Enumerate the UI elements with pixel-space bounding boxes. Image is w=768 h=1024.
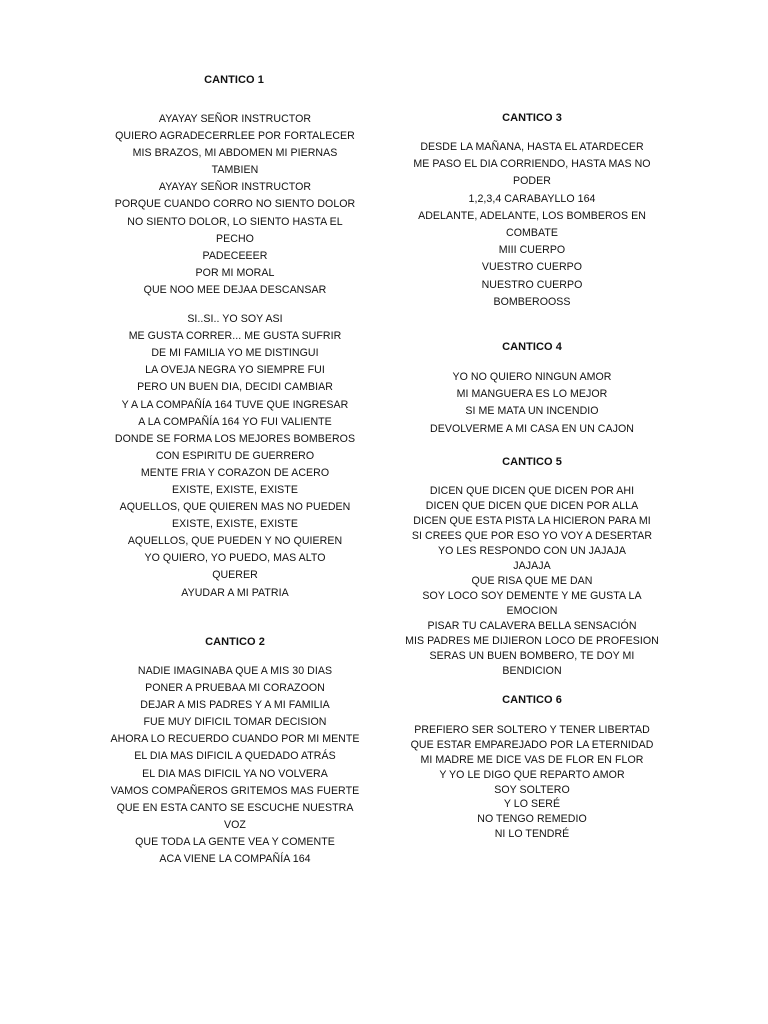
lyric-line: VOZ: [224, 818, 246, 831]
lyric-line: PONER A PRUEBAA MI CORAZOON: [145, 682, 325, 695]
lyric-line: YO QUIERO, YO PUEDO, MAS ALTO: [144, 552, 326, 565]
lyric-line: MI MADRE ME DICE VAS DE FLOR EN FLOR: [420, 753, 644, 766]
cantico-3-stanza: [382, 139, 682, 311]
lyric-line: NI LO TENDRÉ: [494, 828, 570, 841]
lyric-line: SI CREES QUE POR ESO YO VOY A DESERTAR: [411, 530, 653, 542]
lyric-line: QUE EN ESTA CANTO SE ESCUCHE NUESTRA: [116, 801, 354, 814]
lyric-line: AQUELLOS, QUE PUEDEN Y NO QUIEREN: [127, 535, 343, 548]
lyric-line: EMOCION: [506, 605, 558, 617]
lyric-line: DE MI FAMILIA YO ME DISTINGUI: [151, 347, 319, 360]
lyric-line: AQUELLOS, QUE QUIEREN MAS NO PUEDEN: [119, 501, 351, 514]
cantico-4-title: CANTICO 4: [502, 341, 562, 353]
cantico-1-stanza-1: [85, 111, 385, 299]
lyric-line: ADELANTE, ADELANTE, LOS BOMBEROS EN: [418, 209, 646, 222]
lyric-line: QUE ESTAR EMPAREJADO POR LA ETERNIDAD: [410, 738, 654, 751]
lyric-line: PADECEEER: [202, 249, 268, 262]
lyric-line: PISAR TU CALAVERA BELLA SENSACIÓN: [427, 620, 637, 632]
lyric-line: DESDE LA MAÑANA, HASTA EL ATARDECER: [420, 141, 644, 153]
cantico-5-title: CANTICO 5: [502, 456, 562, 468]
stanza-gap: [85, 299, 385, 311]
lyric-line: EXISTE, EXISTE, EXISTE: [172, 483, 298, 496]
lyric-line: POR MI MORAL: [195, 266, 275, 279]
cantico-5-lyrics: [382, 484, 682, 679]
lyric-line: Y LO SERÉ: [503, 798, 561, 811]
lyric-line: DICEN QUE DICEN QUE DICEN POR AHI: [429, 485, 635, 497]
lyric-line: YO LES RESPONDO CON UN JAJAJA: [437, 545, 627, 557]
lyric-line: CON ESPIRITU DE GUERRERO: [155, 449, 315, 462]
lyric-line: EL DIA MAS DIFICIL A QUEDADO ATRÁS: [134, 750, 336, 763]
cantico-2-title: CANTICO 2: [205, 636, 265, 648]
cantico-2-stanza: [85, 663, 385, 868]
lyric-line: QUIERO AGRADECERRLEE POR FORTALECER: [115, 130, 355, 143]
cantico-6-lyrics: [382, 723, 682, 842]
lyric-line: FUE MUY DIFICIL TOMAR DECISION: [143, 716, 327, 729]
lyric-line: QUE TODA LA GENTE VEA Y COMENTE: [135, 835, 335, 848]
lyric-line: NADIE IMAGINABA QUE A MIS 30 DIAS: [137, 665, 333, 677]
lyric-line: LA OVEJA NEGRA YO SIEMPRE FUI: [145, 364, 325, 377]
lyric-line: PORQUE CUANDO CORRO NO SIENTO DOLOR: [114, 198, 356, 211]
lyric-line: QUERER: [212, 569, 258, 582]
lyric-line: DEJAR A MIS PADRES Y A MI FAMILIA: [140, 699, 330, 712]
cantico-1-title: CANTICO 1: [204, 74, 264, 86]
lyric-line: PERO UN BUEN DIA, DECIDI CAMBIAR: [137, 381, 333, 394]
cantico-4-lyrics: [382, 369, 682, 438]
lyric-line: AYAYAY SEÑOR INSTRUCTOR: [158, 113, 312, 125]
lyric-line: Y YO LE DIGO QUE REPARTO AMOR: [439, 768, 625, 781]
lyric-line: NO SIENTO DOLOR, LO SIENTO HASTA EL: [127, 215, 343, 228]
lyric-line: EL DIA MAS DIFICIL YA NO VOLVERA: [142, 767, 328, 780]
lyric-line: TAMBIEN: [211, 164, 259, 177]
lyric-line: AYAYAY SEÑOR INSTRUCTOR: [158, 181, 312, 194]
lyric-line: QUE NOO MEE DEJAA DESCANSAR: [143, 283, 327, 296]
lyric-line: SOY SOLTERO: [494, 783, 570, 796]
lyric-line: ME GUSTA CORRER... ME GUSTA SUFRIR: [128, 330, 342, 343]
lyric-line: SI ME MATA UN INCENDIO: [465, 405, 599, 418]
lyric-line: NUESTRO CUERPO: [481, 278, 583, 291]
lyric-line: MENTE FRIA Y CORAZON DE ACERO: [140, 466, 330, 479]
lyric-line: MIS BRAZOS, MI ABDOMEN MI PIERNAS: [132, 147, 338, 160]
lyric-line: VAMOS COMPAÑEROS GRITEMOS MAS FUERTE: [110, 784, 360, 797]
lyric-line: SERAS UN BUEN BOMBERO, TE DOY MI: [429, 650, 635, 662]
lyric-line: AYUDAR A MI PATRIA: [181, 586, 289, 599]
lyric-line: JAJAJA: [513, 560, 551, 572]
lyric-line: VUESTRO CUERPO: [481, 261, 583, 274]
cantico-6-stanza: [382, 723, 682, 842]
lyric-line: SOY LOCO SOY DEMENTE Y ME GUSTA LA: [422, 590, 642, 602]
cantico-3-title: CANTICO 3: [502, 112, 562, 124]
lyric-line: SI..SI.. YO SOY ASI: [187, 313, 283, 326]
lyric-line: MI MANGUERA ES LO MEJOR: [456, 388, 608, 401]
lyric-line: YO NO QUIERO NINGUN AMOR: [452, 371, 612, 383]
lyric-line: DONDE SE FORMA LOS MEJORES BOMBEROS: [114, 432, 356, 445]
cantico-1-stanza-2: [85, 311, 385, 602]
lyric-line: PREFIERO SER SOLTERO Y TENER LIBERTAD: [414, 724, 650, 736]
lyric-line: DICEN QUE ESTA PISTA LA HICIERON PARA MI: [413, 515, 651, 527]
lyric-line: COMBATE: [506, 226, 558, 239]
cantico-5-stanza: [382, 484, 682, 679]
lyric-line: PECHO: [216, 232, 254, 245]
lyric-line: EXISTE, EXISTE, EXISTE: [172, 518, 298, 531]
lyric-line: Y A LA COMPAÑÍA 164 TUVE QUE INGRESAR: [121, 398, 349, 411]
lyric-line: NO TENGO REMEDIO: [477, 813, 587, 826]
cantico-3-lyrics: [382, 139, 682, 311]
lyric-line: QUE RISA QUE ME DAN: [471, 575, 593, 587]
lyric-line: AHORA LO RECUERDO CUANDO POR MI MENTE: [110, 733, 360, 746]
cantico-1-lyrics: [85, 111, 385, 602]
lyric-line: MIS PADRES ME DIJIERON LOCO DE PROFESION: [405, 635, 659, 647]
lyric-line: MIII CUERPO: [498, 244, 566, 257]
lyric-line: A LA COMPAÑÍA 164 YO FUI VALIENTE: [138, 415, 332, 428]
lyric-line: DEVOLVERME A MI CASA EN UN CAJON: [430, 422, 634, 435]
cantico-4-stanza: [382, 369, 682, 438]
lyric-line: DICEN QUE DICEN QUE DICEN POR ALLA: [425, 500, 639, 512]
lyric-line: 1,2,3,4 CARABAYLLO 164: [468, 192, 596, 205]
lyric-line: PODER: [513, 175, 551, 188]
cantico-6-title: CANTICO 6: [502, 694, 562, 706]
lyric-line: BOMBEROOSS: [493, 295, 571, 308]
cantico-2-lyrics: [85, 663, 385, 868]
lyric-line: ME PASO EL DIA CORRIENDO, HASTA MAS NO: [413, 158, 651, 171]
lyric-line: ACA VIENE LA COMPAÑÍA 164: [159, 853, 311, 866]
lyric-line: BENDICION: [502, 665, 562, 677]
